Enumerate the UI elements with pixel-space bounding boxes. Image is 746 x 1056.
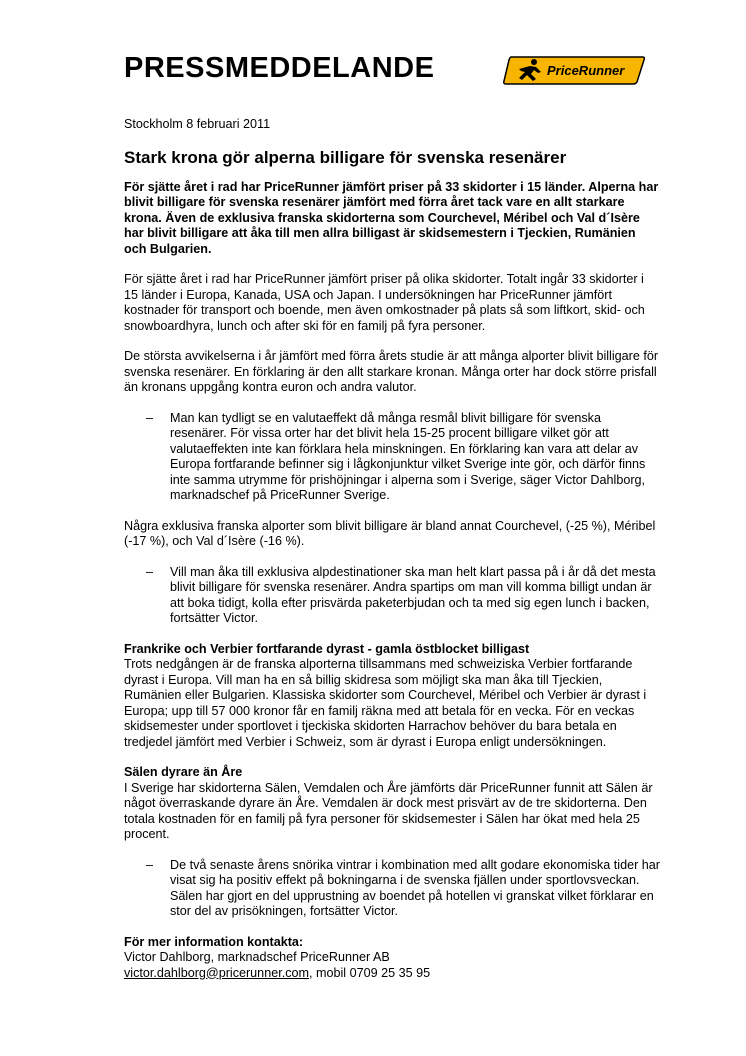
dash-bullet: – xyxy=(146,564,154,579)
contact-heading: För mer information kontakta: xyxy=(124,934,304,949)
paragraph: För sjätte året i rad har PriceRunner jämfört priser på olika skidorter. Totalt ingår 33 skidorter i 15 länder i Europa, Kanada, USA och Japan. I undersökningen har PriceRunner jämfört kostnader för transport och boende, men även omkostnader på plats så som liftkort, skid- och snowboardhyra, lunch och after ski för en familj på fyra personer. xyxy=(124,272,645,333)
section-heading: Sälen dyrare än Åre xyxy=(124,765,243,779)
quote-item xyxy=(124,411,660,504)
dash-bullet: – xyxy=(146,410,154,425)
quote-item xyxy=(124,565,660,627)
document-title: PRESSMEDDELANDE xyxy=(124,52,435,84)
contact-details xyxy=(124,966,660,982)
section xyxy=(124,765,660,843)
quote-text: Vill man åka till exklusiva alpdestinationer ska man helt klart passa på i år då det mesta blivit billigare för svenska resenärer. Andra spartips om man vill komma billigt undan är att boka tidigt, kolla efter prisvärda paketerbjudan och ta med sig egen lunch i backen, fortsätter Victor. xyxy=(170,564,656,625)
quote-item xyxy=(124,858,660,920)
dateline: Stockholm 8 februari 2011 xyxy=(124,117,271,131)
press-release-body xyxy=(124,117,660,981)
logo-text: PriceRunner xyxy=(547,63,625,78)
quote-text: De två senaste årens snörika vintrar i kombination med allt godare ekonomiska tider har visat sig ha positiv effekt på bokningarna i de svenska fjällen under sportlovsveckan. Sälen har gjort en del upprustning av boendet på hotellen vi granskat vilket förklarar en stor del av prisökningen, fortsätter Victor. xyxy=(170,857,661,918)
section-heading: Frankrike och Verbier fortfarande dyrast - gamla östblocket billigast xyxy=(124,641,530,656)
paragraph: De största avvikelserna i år jämfört med förra årets studie är att många alporter blivit billigare för svenska resenärer. En förklaring är den allt starkare kronan. Många orter har dock större prisfall än kronans uppgång kontra euron och andra valutor. xyxy=(124,349,659,394)
contact-block xyxy=(124,935,660,982)
section-body: Trots nedgången är de franska alporterna tillsammans med schweiziska Verbier fortfarande dyrast i Europa. Vill man ha en så billig skidresa som möjligt ska man åka till Tjeckien, Rumänien eller Bulgarien. Klassiska skidorter som Courchevel, Méribel och Verbier är dyrast i Europa; upp till 57 000 kronor får en familj räkna med att betala för en vecka. För en veckas skidsemester under sportlovet i tjeckiska skidorten Harrachov behöver du bara betala en tredjedel jämfört med Verbier i Schweiz, som är dyrast i Europa enligt undersökningen. xyxy=(124,657,647,749)
section xyxy=(124,642,660,751)
lead-paragraph: För sjätte året i rad har PriceRunner jämfört priser på 33 skidorter i 15 länder. Alperna har blivit billigare för svenska resenärer jämfört med förra året tack vare en allt starkare krona. Även de exklusiva franska skidorterna som Courchevel, Méribel och Val d´Isère har blivit billigare att åka till men allra billigast är skidsemestern i Tjeckien, Rumänien och Bulgarien. xyxy=(124,179,659,256)
section-body: I Sverige har skidorterna Sälen, Vemdalen och Åre jämförts där PriceRunner funnit att Sälen är något överraskande dyrare än Åre. Vemdalen är dock mest prisvärt av de tre skidorterna. Den totala kostnaden för en familj på fyra personer för skidsemester i Sälen har ökat med hela 25 procent. xyxy=(124,780,653,841)
contact-name: Victor Dahlborg, marknadschef PriceRunner AB xyxy=(124,950,390,964)
email-link[interactable]: victor.dahlborg@pricerunner.com xyxy=(124,965,309,980)
document-header xyxy=(124,50,654,90)
headline: Stark krona gör alperna billigare för svenska resenärer xyxy=(124,147,567,167)
paragraph: Några exklusiva franska alporter som blivit billigare är bland annat Courchevel, (-25 %), Méribel (-17 %), och Val d´Isère (-16 %). xyxy=(124,518,656,548)
quote-text: Man kan tydligt se en valutaeffekt då många resmål blivit billigare för svenska resenärer. För vissa orter har det blivit hela 15-25 procent billigare vilket gör att valutaeffekten inte kan förklara hela minskningen. En förklaring kan vara att delar av Europa fortfarande befinner sig i lågkonjunktur vilket Sverige inte gör, och därför finns inte samma utrymme för prishöjningar i alperna som i Sverige, säger Victor Dahlborg, marknadschef på PriceRunner Sverige. xyxy=(170,410,646,502)
pricerunner-logo xyxy=(503,55,645,85)
contact-phone: , mobil 0709 25 35 95 xyxy=(309,965,431,980)
dash-bullet: – xyxy=(146,857,154,872)
